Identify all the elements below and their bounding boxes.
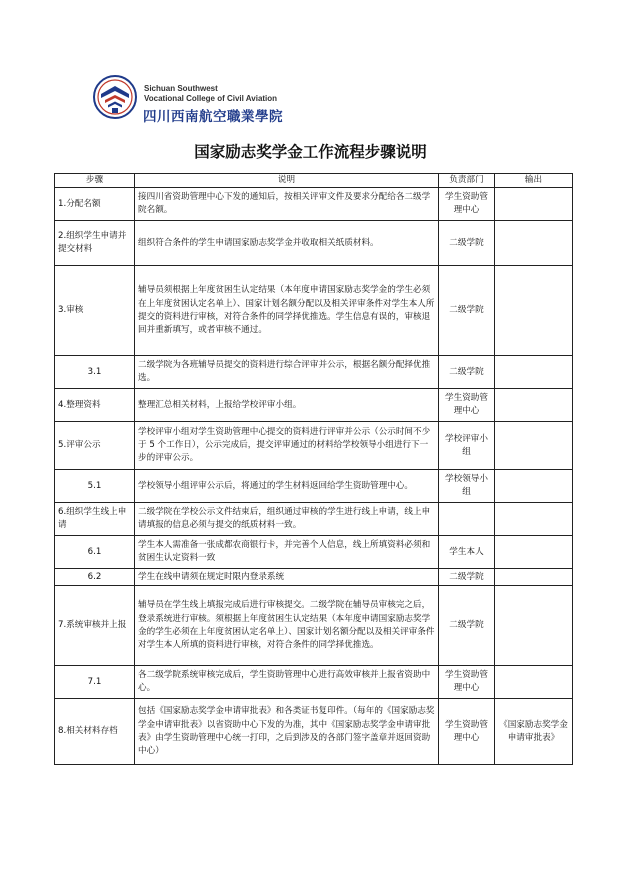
table-header-row <box>55 174 573 188</box>
department-cell: 学生资助管理中心 <box>439 389 495 422</box>
output-cell <box>495 666 573 699</box>
output-cell <box>495 503 573 536</box>
step-cell: 1.分配名额 <box>55 188 135 221</box>
step-cell: 6.组织学生线上申请 <box>55 503 135 536</box>
step-cell: 3.审核 <box>55 266 135 356</box>
output-cell <box>495 389 573 422</box>
output-cell <box>495 569 573 586</box>
description-cell: 学校领导小组评审公示后，将通过的学生材料返回给学生资助管理中心。 <box>135 470 439 503</box>
department-cell: 二级学院 <box>439 569 495 586</box>
description-cell: 辅导员须根据上年度贫困生认定结果（本年度申请国家励志奖学金的学生必须在上年度贫困认定名单上）、国家计划名额分配以及相关评审条件对学生本人所提交的资料进行审核，对符合条件的同学择优推选。学生信息有误的，审核退回并重新填写，或者审核不通过。 <box>135 266 439 356</box>
table-row <box>55 389 573 422</box>
output-cell <box>495 188 573 221</box>
table-row <box>55 666 573 699</box>
table-row <box>55 221 573 266</box>
output-cell <box>495 356 573 389</box>
department-cell: 二级学院 <box>439 356 495 389</box>
table-row <box>55 586 573 666</box>
description-cell: 学校评审小组对学生资助管理中心提交的资料进行评审并公示（公示时间不少于 5 个工作日），公示完成后，提交评审通过的材料给学校领导小组进行下一步的评审公示。 <box>135 422 439 470</box>
output-cell <box>495 586 573 666</box>
college-logo <box>92 72 332 128</box>
table-row <box>55 536 573 569</box>
table-row <box>55 356 573 389</box>
description-cell: 接四川省资助管理中心下发的通知后，按相关评审文件及要求分配给各二级学院名额。 <box>135 188 439 221</box>
table-row <box>55 188 573 221</box>
description-cell: 学生本人需准备一张成都农商银行卡，并完善个人信息，线上所填资料必须和贫困生认定资料一致 <box>135 536 439 569</box>
output-cell <box>495 266 573 356</box>
table-row <box>55 569 573 586</box>
step-cell: 6.1 <box>55 536 135 569</box>
description-cell: 学生在线申请须在规定时限内登录系统 <box>135 569 439 586</box>
college-emblem-icon <box>92 72 138 122</box>
table-row <box>55 422 573 470</box>
step-cell: 7.1 <box>55 666 135 699</box>
header-step: 步骤 <box>55 174 135 188</box>
department-cell: 学生本人 <box>439 536 495 569</box>
header-description: 说明 <box>135 174 439 188</box>
step-cell: 7.系统审核并上报 <box>55 586 135 666</box>
department-cell: 二级学院 <box>439 266 495 356</box>
description-cell: 各二级学院系统审核完成后，学生资助管理中心进行高效审核并上报省资助中心。 <box>135 666 439 699</box>
description-cell: 辅导员在学生线上填报完成后进行审核提交。二级学院在辅导员审核完之后，登录系统进行审核。须根据上年度贫困生认定结果（本年度申请国家励志奖学金的学生必须在上年度贫困认定名单上）、国家计划名额分配以及相关评审条件对学生本人所填的资料进行审核，对符合条件的同学择优推选。 <box>135 586 439 666</box>
step-cell: 8.相关材料存档 <box>55 699 135 765</box>
output-cell <box>495 221 573 266</box>
description-cell: 二级学院在学校公示文件结束后，组织通过审核的学生进行线上申请，线上申请填报的信息必须与提交的纸质材料一致。 <box>135 503 439 536</box>
department-cell: 学生资助管理中心 <box>439 699 495 765</box>
step-cell: 2.组织学生申请并提交材料 <box>55 221 135 266</box>
logo-english-line1: Sichuan Southwest <box>144 84 218 93</box>
header-output: 输出 <box>495 174 573 188</box>
department-cell: 二级学院 <box>439 586 495 666</box>
description-cell: 组织符合条件的学生申请国家励志奖学金并收取相关纸质材料。 <box>135 221 439 266</box>
description-cell: 包括《国家励志奖学金申请审批表》和各类证书复印件。（每年的《国家励志奖学金申请审批表》以省资助中心下发的为准，其中《国家励志奖学金申请审批表》由学生资助管理中心统一打印，之后到涉及的各部门签字盖章并返回资助中心） <box>135 699 439 765</box>
output-cell <box>495 536 573 569</box>
step-cell: 6.2 <box>55 569 135 586</box>
table-row <box>55 266 573 356</box>
logo-english-line2: Vocational College of Civil Aviation <box>144 94 278 103</box>
logo-chinese-name: 四川西南航空職業學院 <box>143 109 283 125</box>
output-cell: 《国家励志奖学金申请审批表》 <box>495 699 573 765</box>
description-cell: 二级学院为各班辅导员提交的资料进行综合评审并公示，根据名额分配择优推选。 <box>135 356 439 389</box>
department-cell <box>439 503 495 536</box>
table-row <box>55 503 573 536</box>
department-cell: 学生资助管理中心 <box>439 188 495 221</box>
table-row <box>55 470 573 503</box>
description-cell: 整理汇总相关材料，上报给学校评审小组。 <box>135 389 439 422</box>
department-cell: 学生资助管理中心 <box>439 666 495 699</box>
output-cell <box>495 422 573 470</box>
document-title: 国家励志奖学金工作流程步骤说明 <box>194 142 427 161</box>
header-department: 负责部门 <box>439 174 495 188</box>
department-cell: 二级学院 <box>439 221 495 266</box>
process-table <box>54 173 573 765</box>
step-cell: 5.评审公示 <box>55 422 135 470</box>
step-cell: 4.整理资料 <box>55 389 135 422</box>
step-cell: 3.1 <box>55 356 135 389</box>
table-row <box>55 699 573 765</box>
output-cell <box>495 470 573 503</box>
department-cell: 学校领导小组 <box>439 470 495 503</box>
step-cell: 5.1 <box>55 470 135 503</box>
department-cell: 学校评审小组 <box>439 422 495 470</box>
